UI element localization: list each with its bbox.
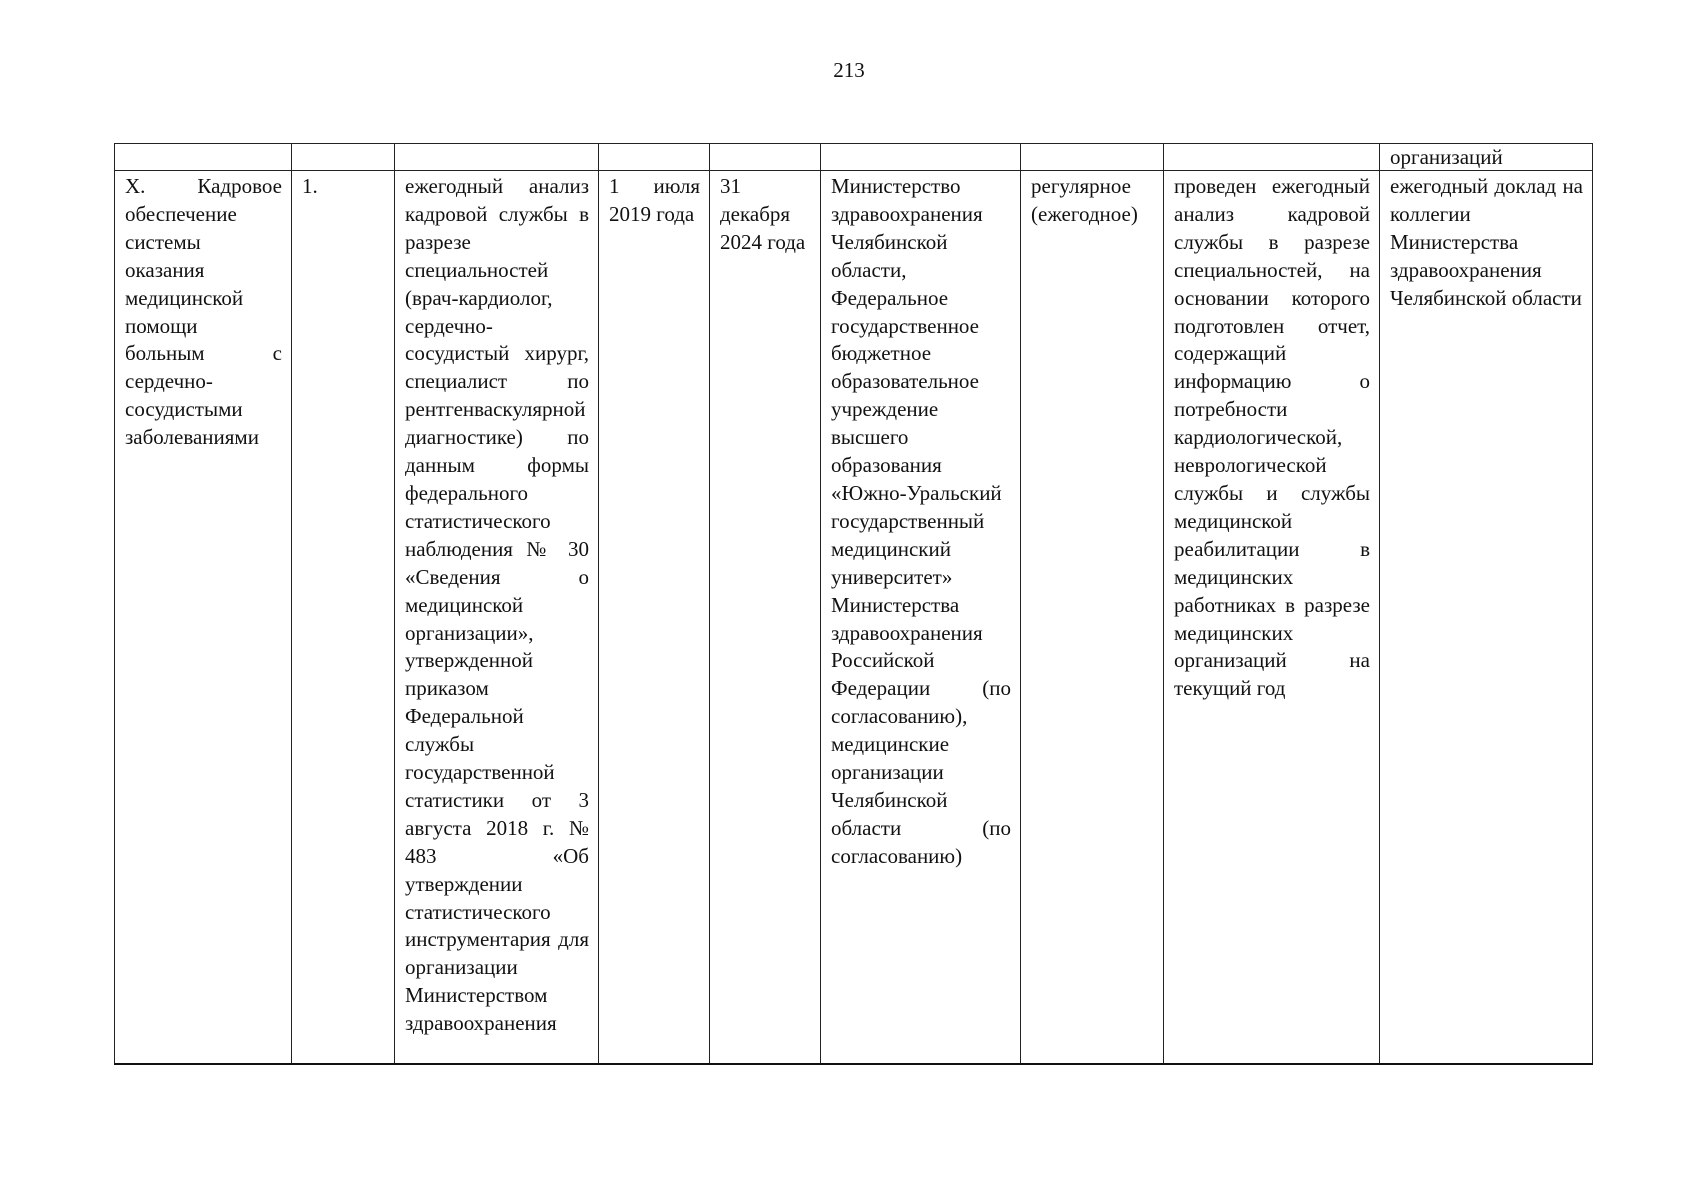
cont-cell-periodicity [1021,144,1164,171]
measure-cell: ежегодный анализ кадровой службы в разрезе специальностей (врач-кардиолог, сердечно-сосудистый хирург, специалист по рентгенваскулярной диагностике) по данным формы федерального статистического наблюдения № 30 «Сведения о медицинской организации», утвержденной приказом Федеральной службы государственной статистики от 3 августа 2018 г. № 483 «Об утверждении статистического инструментария для организации Министерством здравоохранения [395,171,599,1065]
cont-cell-result [1164,144,1380,171]
plan-table [114,143,1593,1065]
start-date-cell: 1 июля 2019 года [599,171,710,1065]
control-cell: ежегодный доклад на коллегии Министерства здравоохранения Челябинской области [1380,171,1593,1065]
periodicity-cell: регулярное (ежегодное) [1021,171,1164,1065]
section-cell: X. Кадровое обеспечение системы оказания медицинской помощи больным с сердечно-сосудистыми заболеваниями [115,171,292,1065]
cont-cell-end [710,144,821,171]
number-cell: 1. [292,171,395,1065]
end-date-cell: 31 декабря 2024 года [710,171,821,1065]
result-cell: проведен ежегодный анализ кадровой службы в разрезе специальностей, на основании которого подготовлен отчет, содержащий информацию о потребности кардиологической, неврологической службы и службы медицинской реабилитации в медицинских работниках в разрезе медицинских организаций на текущий год [1164,171,1380,1065]
responsible-cell: Министерство здравоохранения Челябинской области, Федеральное государственное бюджетное образовательное учреждение высшего образования «Южно-Уральский государственный медицинский университет» Министерства здравоохранения Российской Федерации (по согласованию), медицинские организации Челябинской области (по согласованию) [821,171,1021,1065]
page-number: 213 [833,58,865,82]
cont-cell-responsible [821,144,1021,171]
cont-cell-start [599,144,710,171]
continuation-row [115,144,1593,171]
cont-cell-measure [395,144,599,171]
cont-cell-control: организаций [1380,144,1593,171]
cont-cell-section [115,144,292,171]
table-row [115,171,1593,1065]
cont-cell-number [292,144,395,171]
